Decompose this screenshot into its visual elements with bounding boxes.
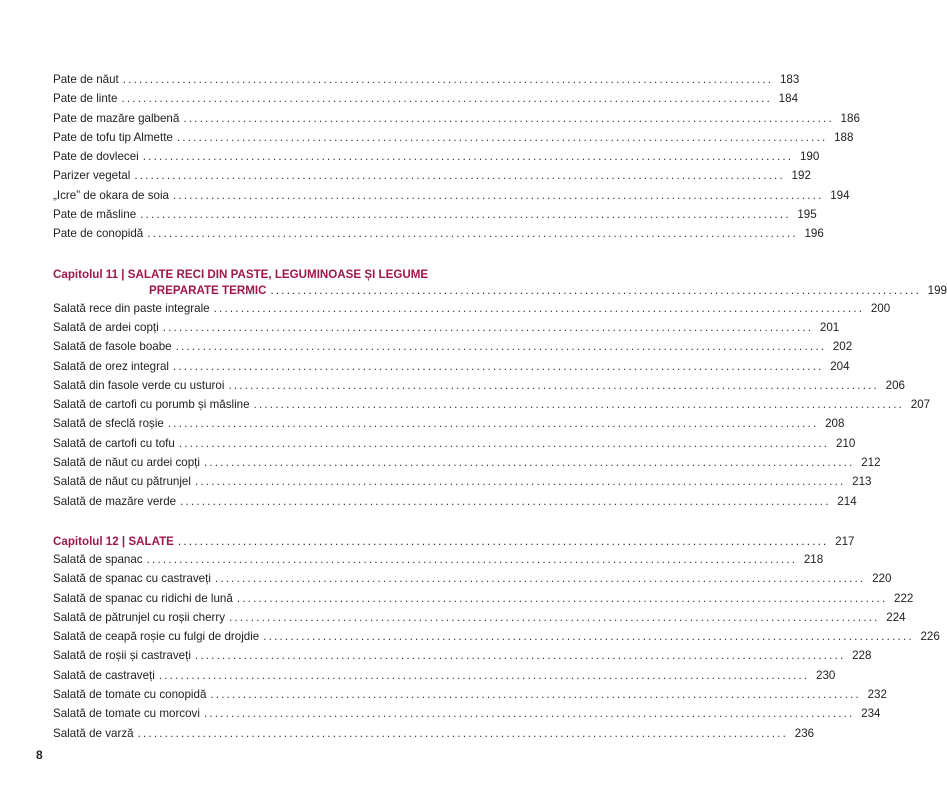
entry-page: 206 xyxy=(885,378,905,392)
toc-entry[interactable]: Salată de spanac cu castraveți ........................................................................................................................ 220 xyxy=(53,569,476,588)
entry-page: 184 xyxy=(778,92,799,106)
entry-title: Salată de sfeclă roșie xyxy=(53,417,164,431)
entry-page: 222 xyxy=(894,591,914,605)
entry-page: 234 xyxy=(861,707,881,721)
entry-title: Pate de tofu tip Almette xyxy=(53,130,173,144)
entry-title: Pate de dovlecei xyxy=(53,150,139,164)
chapter-title-line1: Capitolul 12 | SALATE xyxy=(53,534,174,548)
chapter-heading[interactable] xyxy=(53,267,947,299)
entry-title: Salată de varză xyxy=(53,726,134,740)
chapter-title-row: Capitolul 12 | SALATE ........................................................................................................................ 217 xyxy=(53,534,855,548)
entry-title: Salată de cartofi cu tofu xyxy=(53,436,175,450)
toc-entry[interactable]: Salată de castraveți ........................................................................................................................ 230 xyxy=(53,666,476,685)
entry-title: Pate de năut xyxy=(53,73,119,86)
entry-title: Pate de conopidă xyxy=(53,227,144,241)
entry-title: Pate de linte xyxy=(53,92,118,106)
toc-entry[interactable]: Salată de sfeclă roșie ........................................................................................................................ 208 xyxy=(53,414,476,433)
entry-title: Salată de tomate cu morcovi xyxy=(53,707,200,721)
toc-entry[interactable]: Pate de năut ........................................................................................................................ 183 xyxy=(53,70,476,89)
toc-entry[interactable]: Salată de cartofi cu porumb și măsline ........................................................................................................................ 207 xyxy=(53,395,476,414)
entry-page: 202 xyxy=(832,340,853,354)
toc-entry[interactable]: Pate de măsline ........................................................................................................................ 195 xyxy=(53,205,476,224)
toc-entry[interactable]: Pate de dovlecei ........................................................................................................................ 190 xyxy=(53,147,476,166)
entry-title: Salată de năut cu ardei copți xyxy=(53,456,200,470)
toc-entry[interactable]: Salată de varză ........................................................................................................................ 236 xyxy=(53,724,476,743)
entry-title: Pate de mazăre galbenă xyxy=(53,111,180,125)
entry-page: 207 xyxy=(910,398,931,412)
toc-entry[interactable]: Pate de tofu tip Almette ........................................................................................................................ 188 xyxy=(53,128,476,147)
entry-page: 195 xyxy=(797,208,817,222)
entry-page: 208 xyxy=(825,417,845,431)
entry-title: Salată de spanac xyxy=(53,552,143,566)
chapter-title-line2: PREPARATE TERMIC xyxy=(149,283,267,297)
entry-title: Salată din fasole verde cu usturoi xyxy=(53,378,225,392)
entry-page: 194 xyxy=(830,188,850,202)
entry-title: Salată rece din paste integrale xyxy=(53,301,210,315)
entry-page: 228 xyxy=(852,649,872,663)
toc-entry[interactable]: „Icre” de okara de soia ........................................................................................................................ 194 xyxy=(53,186,476,205)
entry-title: Salată de spanac cu castraveți xyxy=(53,572,211,586)
entry-title: Salată de cartofi cu porumb și măsline xyxy=(53,398,250,412)
entry-page: 236 xyxy=(794,726,815,740)
entry-page: 213 xyxy=(852,475,872,489)
entry-page: 186 xyxy=(840,111,860,125)
toc-entry[interactable]: Salată de spanac ........................................................................................................................ 218 xyxy=(53,550,476,569)
toc-entry[interactable]: Parizer vegetal ........................................................................................................................ 192 xyxy=(53,166,476,185)
entry-title: Salată de pătrunjel cu roșii cherry xyxy=(53,610,226,624)
entry-title: Salată de năut cu pătrunjel xyxy=(53,475,191,489)
entry-page: 183 xyxy=(779,73,800,86)
toc-entry[interactable]: Salată de tomate cu conopidă ........................................................................................................................ 232 xyxy=(53,685,476,704)
toc-entry[interactable]: Salată de ardei copți ........................................................................................................................ 201 xyxy=(53,318,476,337)
entry-title: Salată de ardei copți xyxy=(53,320,159,334)
entry-page: 220 xyxy=(872,572,892,586)
entry-page: 201 xyxy=(819,320,840,334)
toc-section xyxy=(53,534,940,743)
entry-title: Salată de ceapă roșie cu fulgi de drojdie xyxy=(53,630,260,644)
entry-title: Salată de mazăre verde xyxy=(53,494,177,508)
entry-page: 218 xyxy=(803,552,824,566)
toc-section xyxy=(53,267,947,511)
chapter-page: 199 xyxy=(927,283,947,297)
entry-page: 188 xyxy=(834,130,854,144)
entry-title: Pate de măsline xyxy=(53,208,137,222)
toc-entry[interactable]: Salată rece din paste integrale ........................................................................................................................ 200 xyxy=(53,299,476,318)
entry-title: Salată de castraveți xyxy=(53,668,155,682)
toc-entry[interactable]: Pate de conopidă ........................................................................................................................ 196 xyxy=(53,224,476,243)
toc-section xyxy=(53,70,860,244)
entry-page: 214 xyxy=(837,494,857,508)
toc-entry[interactable]: Salată de pătrunjel cu roșii cherry ........................................................................................................................ 224 xyxy=(53,608,476,627)
entry-page: 200 xyxy=(870,301,891,315)
page-number: 8 xyxy=(36,748,43,762)
toc-entry[interactable]: Salată de năut cu pătrunjel ........................................................................................................................ 213 xyxy=(53,472,476,491)
entry-title: Salată de fasole boabe xyxy=(53,340,172,354)
entry-title: Salată de orez integral xyxy=(53,359,170,373)
toc-entry[interactable]: Salată din fasole verde cu usturoi ........................................................................................................................ 206 xyxy=(53,376,476,395)
toc-entry[interactable]: Salată de spanac cu ridichi de lună ........................................................................................................................ 222 xyxy=(53,589,476,608)
entry-title: Salată de spanac cu ridichi de lună xyxy=(53,591,233,605)
toc-entry[interactable]: Salată de năut cu ardei copți ........................................................................................................................ 212 xyxy=(53,453,476,472)
entry-page: 232 xyxy=(867,688,887,702)
toc-entry[interactable]: Salată de fasole boabe ........................................................................................................................ 202 xyxy=(53,337,476,356)
toc-entry[interactable]: Salată de mazăre verde ........................................................................................................................ 214 xyxy=(53,492,476,511)
toc-entry[interactable]: Salată de roșii și castraveți ........................................................................................................................ 228 xyxy=(53,646,476,665)
entry-title: Salată de roșii și castraveți xyxy=(53,649,191,663)
entry-title: „Icre” de okara de soia xyxy=(53,188,169,202)
entry-title: Parizer vegetal xyxy=(53,169,131,183)
entry-page: 204 xyxy=(830,359,850,373)
entry-page: 226 xyxy=(920,630,940,644)
toc-entry[interactable]: Pate de mazăre galbenă ........................................................................................................................ 186 xyxy=(53,109,476,128)
toc-entry[interactable]: Salată de tomate cu morcovi ........................................................................................................................ 234 xyxy=(53,704,476,723)
toc-entry[interactable]: Pate de linte ........................................................................................................................ 184 xyxy=(53,89,476,108)
entry-page: 212 xyxy=(861,456,881,470)
toc-entry[interactable]: Salată de ceapă roșie cu fulgi de drojdie ........................................................................................................................ 226 xyxy=(53,627,476,646)
entry-page: 192 xyxy=(791,169,811,183)
entry-page: 224 xyxy=(886,610,906,624)
chapter-title-line2-row: PREPARATE TERMIC ........................................................................................................................ 199 xyxy=(149,283,947,297)
entry-page: 196 xyxy=(804,227,824,241)
chapter-title-line1: Capitolul 11 | SALATE RECI DIN PASTE, LEGUMINOASE ȘI LEGUME xyxy=(53,267,429,281)
chapter-page: 217 xyxy=(835,534,855,548)
table-of-contents xyxy=(53,70,947,743)
entry-page: 190 xyxy=(799,150,820,164)
entry-page: 210 xyxy=(836,436,856,450)
toc-entry[interactable]: Salată de orez integral ........................................................................................................................ 204 xyxy=(53,357,476,376)
entry-page: 230 xyxy=(816,668,836,682)
toc-entry[interactable]: Salată de cartofi cu tofu ........................................................................................................................ 210 xyxy=(53,434,476,453)
chapter-heading[interactable] xyxy=(53,534,855,550)
entry-title: Salată de tomate cu conopidă xyxy=(53,688,207,702)
